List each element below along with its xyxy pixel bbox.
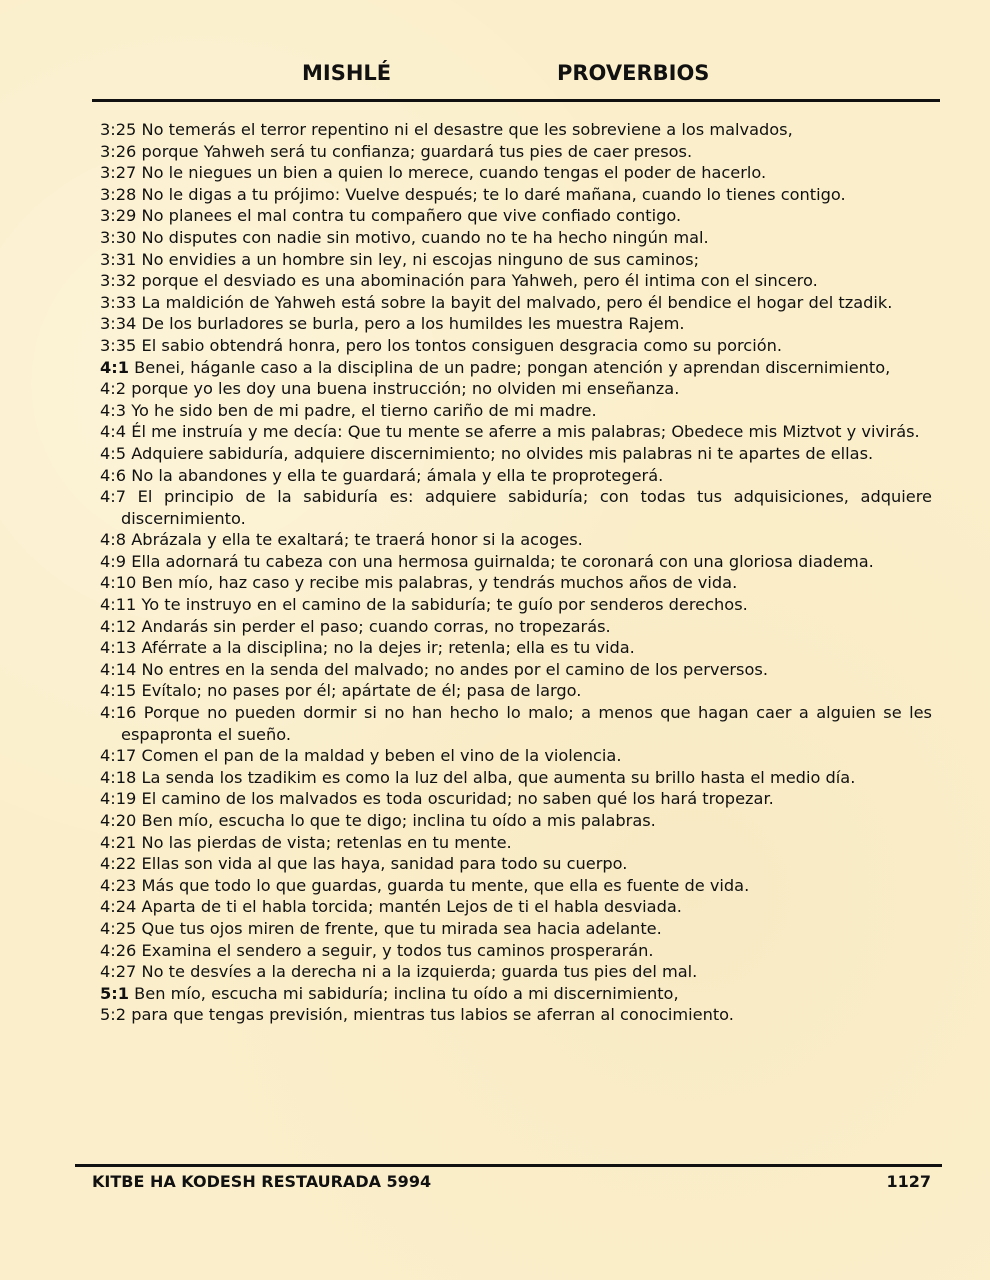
- verse-reference: 4:13: [100, 638, 137, 658]
- verse-reference: 3:29: [100, 206, 137, 226]
- verse-text: Más que todo lo que guardas, guarda tu mente, que ella es fuente de vida.: [141, 875, 750, 895]
- verse-reference: 5:2: [100, 1005, 127, 1025]
- verse: [100, 184, 932, 206]
- verse: [100, 616, 932, 638]
- verse: [100, 853, 932, 875]
- verse: [100, 357, 932, 379]
- verse-text: No las pierdas de vista; retenlas en tu mente.: [141, 832, 512, 852]
- verse-text: porque yo les doy una buena instrucción; no olviden mi enseñanza.: [131, 379, 680, 399]
- page-number: 1127: [886, 1172, 931, 1191]
- verse-reference: 3:34: [100, 314, 137, 334]
- footer-divider: [75, 1164, 942, 1167]
- page-footer: [0, 1170, 990, 1194]
- verse-reference: 4:16: [100, 703, 137, 723]
- verse-reference: 4:14: [100, 659, 137, 679]
- verse-reference: 3:26: [100, 141, 137, 161]
- verse: [100, 378, 932, 400]
- verse: [100, 961, 932, 983]
- verse-reference: 3:31: [100, 249, 137, 269]
- verse-text: Ben mío, escucha lo que te digo; inclina tu oído a mis palabras.: [141, 811, 656, 830]
- verse: [100, 400, 932, 422]
- verse-reference: 4:6: [100, 465, 127, 485]
- verse-text: No envidies a un hombre sin ley, ni escojas ninguno de sus caminos;: [141, 249, 700, 269]
- verse: [100, 421, 932, 443]
- verse-reference: 4:1: [100, 357, 129, 377]
- verse: [100, 227, 932, 249]
- verse-reference: 4:18: [100, 767, 137, 787]
- verse-text: porque Yahweh será tu confianza; guardará tus pies de caer presos.: [141, 141, 693, 161]
- verse: [100, 162, 932, 184]
- verse-text: Ellas son vida al que las haya, sanidad para todo su cuerpo.: [141, 854, 628, 874]
- verse-reference: 4:10: [100, 573, 137, 593]
- verse-reference: 3:30: [100, 227, 137, 247]
- verse-text: El sabio obtendrá honra, pero los tontos consiguen desgracia como su porción.: [141, 335, 783, 355]
- verse-text: La senda los tzadikim es como la luz del alba, que aumenta su brillo hasta el medio día.: [141, 767, 856, 787]
- verse: [100, 443, 932, 465]
- verse: [100, 486, 932, 529]
- verse-reference: 4:8: [100, 530, 127, 550]
- verse: [100, 767, 932, 789]
- verse-text: Andarás sin perder el paso; cuando corras, no tropezarás.: [141, 616, 611, 636]
- verse: [100, 918, 932, 940]
- verse-reference: 3:35: [100, 335, 137, 355]
- verse: [100, 572, 932, 594]
- page-header: [0, 58, 990, 90]
- verse-reference: 4:23: [100, 875, 137, 895]
- verse-text: No le digas a tu prójimo: Vuelve después; te lo daré mañana, cuando lo tienes contigo.: [141, 184, 846, 204]
- verse-text: No temerás el terror repentino ni el desastre que les sobreviene a los malvados,: [141, 120, 793, 139]
- verse-reference: 4:15: [100, 681, 137, 701]
- verse: [100, 205, 932, 227]
- verse-reference: 4:3: [100, 400, 127, 420]
- book-title-spanish: PROVERBIOS: [557, 61, 710, 85]
- verse-reference: 4:25: [100, 918, 137, 938]
- verse-text: Comen el pan de la maldad y beben el vino de la violencia.: [141, 746, 622, 766]
- verse-reference: 4:24: [100, 897, 137, 917]
- book-title-hebrew: MISHLÉ: [302, 61, 392, 85]
- verse: [100, 875, 932, 897]
- verse-reference: 4:4: [100, 422, 127, 442]
- verse: [100, 270, 932, 292]
- verse-text: Ella adornará tu cabeza con una hermosa guirnalda; te coronará con una gloriosa diadema.: [131, 551, 874, 571]
- verse: [100, 551, 932, 573]
- verse: [100, 249, 932, 271]
- verse-reference: 4:26: [100, 940, 137, 960]
- verse: [100, 940, 932, 962]
- verse: [100, 594, 932, 616]
- verse-text: No entres en la senda del malvado; no andes por el camino de los perversos.: [141, 659, 768, 679]
- verse-text: Evítalo; no pases por él; apártate de él; pasa de largo.: [141, 681, 582, 701]
- verse-text: No disputes con nadie sin motivo, cuando no te ha hecho ningún mal.: [141, 227, 709, 247]
- verse: [100, 465, 932, 487]
- verse-text: No planees el mal contra tu compañero que vive confiado contigo.: [141, 206, 682, 226]
- verse-reference: 3:33: [100, 292, 137, 312]
- verse-text: porque el desviado es una abominación para Yahweh, pero él intima con el sincero.: [141, 271, 818, 291]
- verse-reference: 4:7: [100, 487, 127, 507]
- header-divider: [92, 99, 940, 102]
- verse-reference: 4:5: [100, 443, 127, 463]
- verse-reference: 4:19: [100, 789, 137, 809]
- verse-reference: 4:27: [100, 962, 137, 982]
- verse-text: Abrázala y ella te exaltará; te traerá honor si la acoges.: [131, 530, 583, 550]
- verse-text: El camino de los malvados es toda oscuridad; no saben qué los hará tropezar.: [141, 789, 774, 809]
- verse: [100, 335, 932, 357]
- footer-edition-title: KITBE HA KODESH RESTAURADA 5994: [92, 1172, 432, 1191]
- verse: [100, 810, 932, 832]
- verse-reference: 4:11: [100, 595, 137, 615]
- verse-text: No le niegues un bien a quien lo merece, cuando tengas el poder de hacerlo.: [141, 163, 767, 183]
- verse: [100, 702, 932, 745]
- verse: [100, 680, 932, 702]
- verse-text: Yo he sido ben de mi padre, el tierno cariño de mi madre.: [131, 400, 597, 420]
- verse-text: Aparta de ti el habla torcida; mantén Lejos de ti el habla desviada.: [141, 897, 682, 917]
- verse-reference: 4:21: [100, 832, 137, 852]
- verse: [100, 141, 932, 163]
- verse-text: Aférrate a la disciplina; no la dejes ir; retenla; ella es tu vida.: [141, 638, 635, 658]
- verse-text: Examina el sendero a seguir, y todos tus caminos prosperarán.: [141, 940, 654, 960]
- verse-text: Ben mío, haz caso y recibe mis palabras, y tendrás muchos años de vida.: [141, 573, 738, 593]
- verse-reference: 4:17: [100, 746, 137, 766]
- verse-reference: 3:25: [100, 120, 137, 139]
- verse-list: [100, 119, 932, 1026]
- verse: [100, 1004, 932, 1026]
- verse-reference: 3:32: [100, 271, 137, 291]
- verse-reference: 3:28: [100, 184, 137, 204]
- verse-reference: 4:12: [100, 616, 137, 636]
- verse: [100, 896, 932, 918]
- verse: [100, 313, 932, 335]
- verse-text: para que tengas previsión, mientras tus labios se aferran al conocimiento.: [131, 1005, 734, 1025]
- verse-text: El principio de la sabiduría es: adquiere sabiduría; con todas tus adquisiciones, adquiere discernimiento.: [121, 487, 932, 528]
- verse: [100, 292, 932, 314]
- verse: [100, 119, 932, 141]
- verse-text: Porque no pueden dormir si no han hecho lo malo; a menos que hagan caer a alguien se les espapronta el sueño.: [121, 703, 932, 744]
- verse: [100, 745, 932, 767]
- verse-text: Que tus ojos miren de frente, que tu mirada sea hacia adelante.: [141, 918, 662, 938]
- verse: [100, 529, 932, 551]
- verse: [100, 659, 932, 681]
- verse-text: La maldición de Yahweh está sobre la bayit del malvado, pero él bendice el hogar del tzadik.: [141, 292, 893, 312]
- verse-text: Benei, háganle caso a la disciplina de un padre; pongan atención y aprendan discernimiento,: [134, 357, 891, 377]
- verse-reference: 4:9: [100, 551, 127, 571]
- verse: [100, 637, 932, 659]
- verse-reference: 5:1: [100, 983, 129, 1003]
- verse-reference: 4:22: [100, 854, 137, 874]
- verse-text: De los burladores se burla, pero a los humildes les muestra Rajem.: [141, 314, 685, 334]
- verse-reference: 3:27: [100, 163, 137, 183]
- verse-text: Adquiere sabiduría, adquiere discernimiento; no olvides mis palabras ni te apartes de ellas.: [131, 443, 874, 463]
- verse-text: Yo te instruyo en el camino de la sabiduría; te guío por senderos derechos.: [141, 595, 748, 615]
- verse-text: No te desvíes a la derecha ni a la izquierda; guarda tus pies del mal.: [141, 962, 698, 982]
- verse-text: Él me instruía y me decía: Que tu mente se aferre a mis palabras; Obedece mis Miztvot y vivirás.: [131, 422, 920, 442]
- verse: [100, 832, 932, 854]
- verse: [100, 788, 932, 810]
- verse-reference: 4:20: [100, 811, 137, 830]
- verse-text: Ben mío, escucha mi sabiduría; inclina tu oído a mi discernimiento,: [134, 983, 679, 1003]
- verse: [100, 983, 932, 1005]
- verse-text: No la abandones y ella te guardará; ámala y ella te proprotegerá.: [131, 465, 664, 485]
- verse-reference: 4:2: [100, 379, 127, 399]
